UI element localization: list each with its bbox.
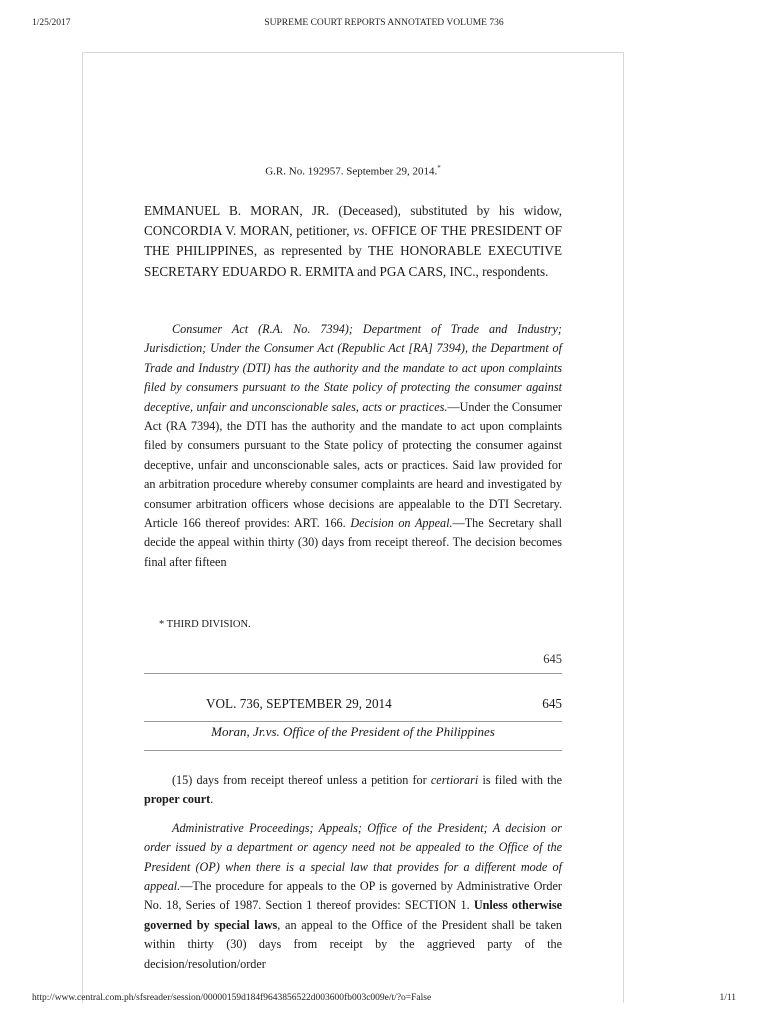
- running-volume: VOL. 736, SEPTEMBER 29, 2014: [206, 696, 392, 711]
- running-page-number: 645: [542, 696, 562, 711]
- case-title-part-b: . Office of the President of the Philippines: [276, 724, 495, 739]
- case-title-part-a: Moran, Jr.: [211, 724, 266, 739]
- paragraph-1: [144, 771, 562, 810]
- paragraph-2: [144, 819, 562, 974]
- print-footer: [0, 993, 768, 1007]
- case-parties: [144, 201, 562, 282]
- print-title: SUPREME COURT REPORTS ANNOTATED VOLUME 736: [264, 18, 504, 28]
- page-divider: [144, 673, 562, 674]
- petitioner-text: EMMANUEL B. MORAN, JR. (Deceased), substituted by his widow, CONCORDIA V. MORAN, petitioner,: [144, 203, 562, 239]
- p2-text-a: —The procedure for appeals to the OP is governed by Administrative Order No. 18, Series of 1987. Section 1 thereof provides: SECTION 1.: [144, 879, 562, 913]
- running-case-title: [144, 724, 562, 740]
- body-text: [144, 771, 562, 983]
- versus: vs: [353, 223, 365, 239]
- print-page-count: 1/11: [719, 993, 736, 1003]
- p1-bold: proper court: [144, 792, 211, 807]
- gr-number-line: [144, 164, 562, 178]
- syllabus-italic-heading: Decision on Appeal.: [350, 516, 453, 531]
- case-title-vs: vs: [265, 724, 277, 739]
- syllabus-text-continued: —The Secretary shall decide the appeal within thirty (30) days from receipt thereof. The decision becomes final after fifteen: [144, 516, 562, 569]
- respondent-text: . OFFICE OF THE PRESIDENT OF THE PHILIPPINES, as represented by THE HONORABLE EXECUTIVE SECRETARY EDUARDO R. ERMITA and PGA CARS, INC., respondents.: [144, 223, 562, 279]
- division-footnote-marker[interactable]: *: [437, 164, 441, 172]
- page-number: 645: [543, 652, 562, 666]
- syllabus-text: —Under the Consumer Act (RA 7394), the DTI has the authority and the mandate to act upon complaints filed by consumers pursuant to the State policy of protecting the consumer against deceptive, unfair and unconscionable sales, acts or practices. Said law provided for an arbitration procedure whereby consumer complaints are heard and investigated by consumer arbitration officers whose decisions are appealable to the DTI Secretary. Article 166 thereof provides: ART. 166.: [144, 399, 562, 531]
- gr-number: G.R. No. 192957. September 29, 2014.: [265, 165, 438, 178]
- print-date: 1/25/2017: [32, 18, 71, 28]
- source-url[interactable]: http://www.central.com.ph/sfsreader/session/00000159d184f9643856522d003600fb003c009e/t/?o=False: [32, 993, 432, 1003]
- syllabus-keywords: Consumer Act (R.A. No. 7394); Department of Trade and Industry; Jurisdiction; Under the Consumer Act (Republic Act [RA] 7394), the Department of Trade and Industry (DTI) has the authority and the mandate to act upon complaints filed by consumers pursuant to the State policy of protecting the consumer against deceptive, unfair and unconscionable sales, acts or practices.: [144, 322, 562, 414]
- header-rule-bottom: [144, 750, 562, 751]
- running-header: [144, 696, 562, 716]
- p1-text-a: (15) days from receipt thereof unless a petition for: [172, 773, 431, 787]
- p2-bold: Unless otherwise governed by special laws: [144, 898, 562, 932]
- p1-text-b: is filed with the: [478, 773, 562, 787]
- syllabus-paragraph: [144, 320, 562, 572]
- p2-italic: Administrative Proceedings; Appeals; Office of the President; A decision or order issued by a department or agency need not be appealed to the Office of the President (OP) when there is a special law that provides for a different mode of appeal.: [144, 820, 562, 894]
- print-header: [0, 18, 768, 32]
- footnote: * THIRD DIVISION.: [159, 619, 251, 630]
- p2-text-b: , an appeal to the Office of the President shall be taken within thirty (30) days from receipt by the aggrieved party of the decision/resolution/order: [144, 917, 563, 971]
- document-page: [82, 52, 624, 1003]
- p1-text-c: .: [210, 792, 214, 807]
- p1-italic: certiorari: [430, 773, 479, 787]
- header-rule-top: [144, 721, 562, 722]
